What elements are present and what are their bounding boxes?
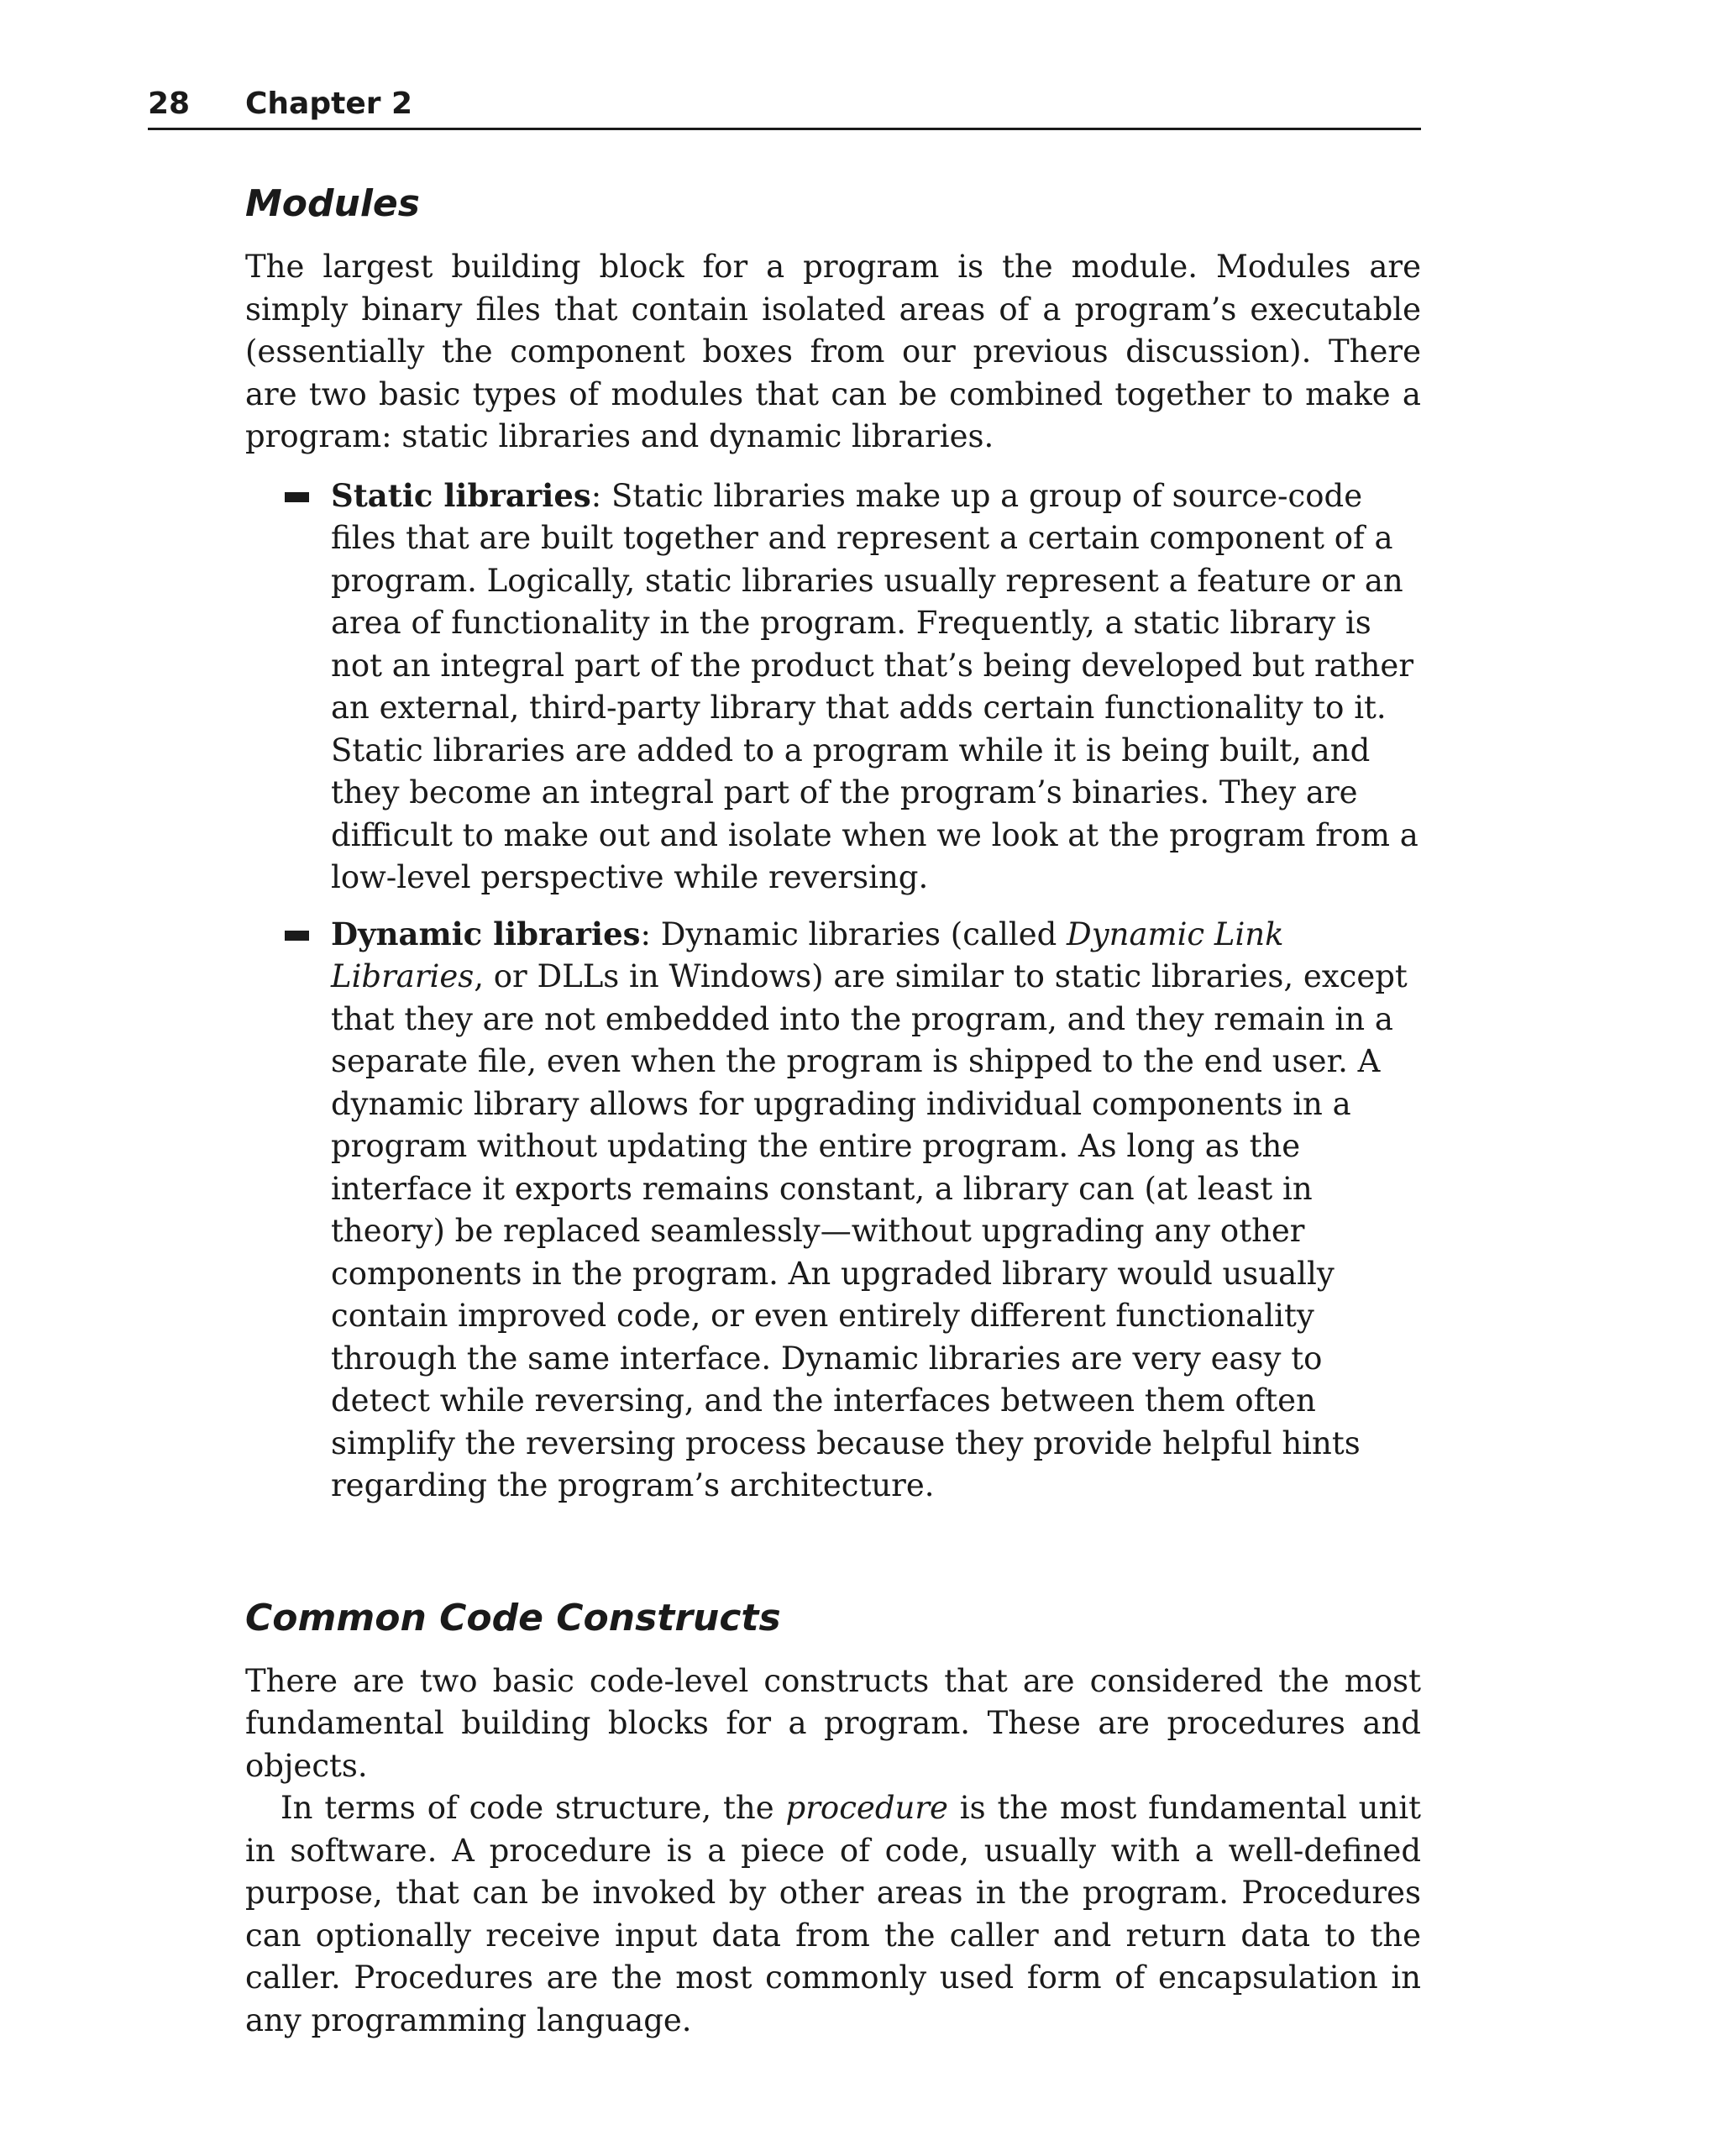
paragraph-text: is the most fundamental unit in software. A procedure is a piece of code, usually with a well-defined purpose, that can be invoked by other areas in the program. Procedures can optionally receive input data from the caller and return data to the caller. Procedures are the most commonly used form of encapsulation in any programming language. <box>245 1790 1421 2038</box>
dynamic-libraries-description-rest: , or DLLs in Windows) are similar to static libraries, except that they are not embedded into the program, and they remain in a separate file, even when the program is shipped to the end user. A dynamic library allows for upgrading individual components in a program without updating the entire program. As long as the interface it exports remains constant, a library can (at least in theory) be replaced seamlessly—without upgrading any other components in the program. An upgraded library would usually contain improved code, or even entirely different functionality through the same interface. Dynamic libraries are very easy to detect while reversing, and the interfaces between them often simplify the reversing process because they provide helpful hints regarding the program’s architecture. <box>331 958 1408 1503</box>
constructs-paragraph-2 <box>245 1787 1421 2042</box>
list-item-text <box>331 475 1421 900</box>
modules-intro-paragraph: The largest building block for a program is the module. Modules are simply binary files that contain isolated areas of a program’s executable (essentially the component boxes from our previous discussion). There are two basic types of modules that can be combined together to make a program: static libraries and dynamic libraries. <box>245 249 1421 454</box>
section-heading-common-code-constructs: Common Code Constructs <box>245 1596 781 1639</box>
term-separator: : <box>640 915 661 952</box>
list-item-static-libraries <box>245 475 1421 900</box>
list-item-dynamic-libraries <box>245 913 1421 1508</box>
list-item-text <box>331 913 1421 1508</box>
constructs-paragraph-1: There are two basic code-level constructs that are considered the most fundamental building blocks for a program. These are procedures and objects. <box>245 1662 1421 1784</box>
section-heading-modules: Modules <box>245 182 420 225</box>
static-libraries-description: Static libraries make up a group of source-code files that are built together and represent a certain component of a program. Logically, static libraries usually represent a feature or an area of functionality in the program. Frequently, a static library is not an integral part of the product that’s being developed but rather an external, third-party library that adds certain functionality to it. Static libraries are added to a program while it is being built, and they become an integral part of the program’s binaries. They are difficult to make out and isolate when we look at the program from a low-level perspective while reversing. <box>331 477 1418 895</box>
chapter-label: Chapter 2 <box>245 87 413 121</box>
page-body <box>245 181 1421 2042</box>
term-procedure: procedure <box>785 1790 948 1826</box>
module-types-list <box>245 475 1421 1508</box>
term-dynamic-link-libraries: Dynamic Link Libraries <box>331 915 1284 994</box>
term-static-libraries: Static libraries <box>331 476 591 514</box>
paragraph-text: In terms of code structure, the <box>281 1790 786 1826</box>
bullet-icon <box>285 492 309 502</box>
term-separator: : <box>590 477 611 514</box>
running-header <box>148 81 1421 130</box>
dynamic-libraries-description-start: Dynamic libraries (called <box>660 915 1067 952</box>
term-dynamic-libraries: Dynamic libraries <box>331 915 641 952</box>
bullet-icon <box>285 931 309 941</box>
page-number: 28 <box>148 87 191 121</box>
